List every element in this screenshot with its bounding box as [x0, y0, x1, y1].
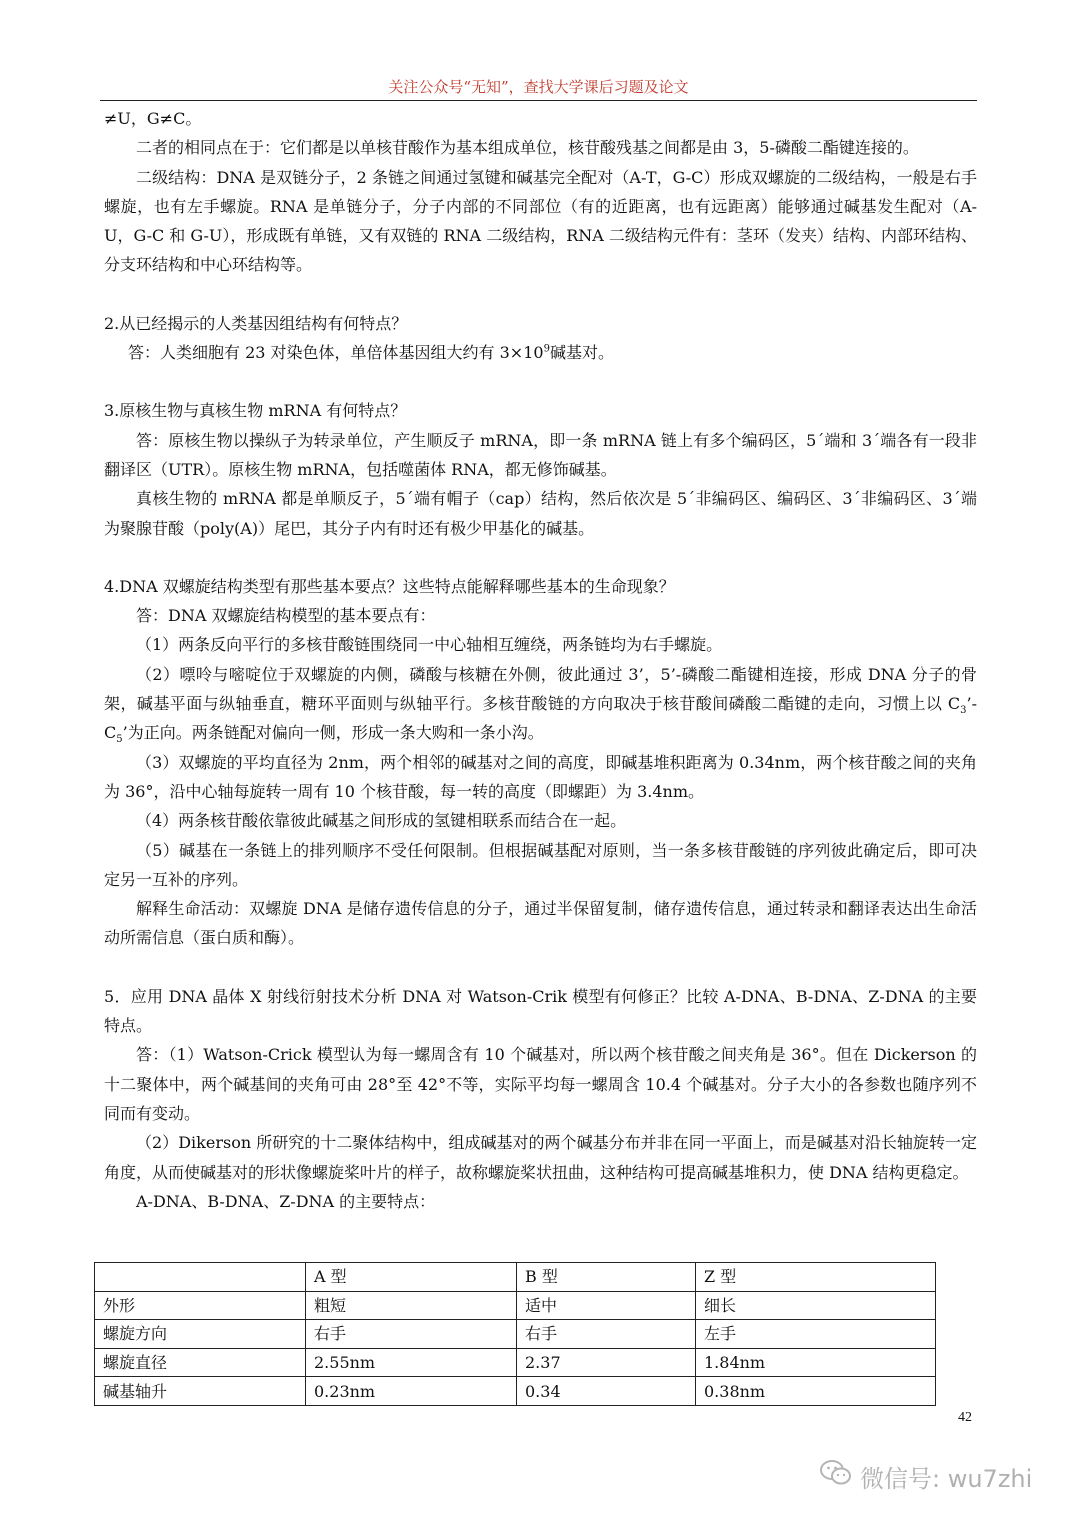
question-3: 3.原核生物与真核生物 mRNA 有何特点？: [104, 401, 407, 421]
table-cell: 螺旋方向: [95, 1320, 306, 1349]
watermark-text: 微信号: wu7zhi: [860, 1464, 1033, 1493]
table-cell: 2.37: [517, 1348, 696, 1377]
answer-2: 答：人类细胞有 23 对染色体，单倍体基因组大约有 $3\times 10^9$碱基对。: [128, 343, 614, 363]
watermark: [820, 1456, 1032, 1496]
paragraph: 二者的相同点在于：它们都是以单核苷酸作为基本组成单位，核苷酸残基之间都是由 3，5-磷酸二酯键连接的。: [136, 138, 919, 158]
table-cell: [95, 1263, 306, 1292]
table-row: [95, 1348, 936, 1377]
answer-4-point-3: （3）双螺旋的平均直径为 2nm，两个相邻的碱基对之间的高度，即碱基堆积距离为 0.34nm，两个核苷酸之间的夹角为 36°，沿中心轴每旋转一周有 10 个核苷酸，每一转的高度（即螺距）为 3.4nm。: [104, 752, 977, 801]
answer-4-point-4: （4）两条核苷酸依靠彼此碱基之间形成的氢键相联系而结合在一起。: [136, 811, 627, 831]
table-cell: 1.84nm: [696, 1348, 936, 1377]
question-5: 5．应用 DNA 晶体 X 射线衍射技术分析 DNA 对 Watson-Crik 模型有何修正？比较 A-DNA、B-DNA、Z-DNA 的主要特点。: [104, 986, 977, 1036]
answer-4-point-1: （1）两条反向平行的多核苷酸链围绕同一中心轴相互缠绕，两条链均为右手螺旋。: [136, 635, 723, 655]
answer-4-point-5: （5）碱基在一条链上的排列顺序不受任何限制。但根据碱基配对原则，当一条多核苷酸链的序列彼此确定后，即可决定另一互补的序列。: [104, 840, 977, 889]
answer-4-intro: 答：DNA 双螺旋结构模型的基本要点有：: [136, 606, 436, 626]
answer-4-point-2: （2）嘌呤与嘧啶位于双螺旋的内侧，磷酸与核糖在外侧，彼此通过 3’，5’-磷酸二酯键相连接，形成 DNA 分子的骨架，碱基平面与纵轴垂直，糖环平面则与纵轴平行。多核苷酸链的方向取决于核苷酸间磷酸二酯键的走向，习惯上以 $C_3’-C_5$’为正向。两条链配对偏向一侧，形成一条大购和一条小沟。: [104, 664, 977, 746]
table-cell: 外形: [95, 1291, 306, 1320]
answer-5-table-caption: A-DNA、B-DNA、Z-DNA 的主要特点：: [136, 1191, 436, 1211]
page-header: 关注公众号“无知”，查找大学课后习题及论文: [100, 76, 977, 101]
question-2: 2.从已经揭示的人类基因组结构有何特点？: [104, 313, 408, 333]
table-cell: 细长: [696, 1291, 936, 1320]
table-cell: 0.38nm: [696, 1377, 936, 1406]
table-cell: 0.34: [517, 1377, 696, 1406]
dna-types-table: [94, 1262, 936, 1406]
table-cell: 碱基轴升: [95, 1377, 306, 1406]
answer-4-explanation: 解释生命活动：双螺旋 DNA 是储存遗传信息的分子，通过半保留复制，储存遗传信息，通过转录和翻译表达出生命活动所需信息（蛋白质和酶）。: [104, 899, 977, 948]
table-row: [95, 1320, 936, 1349]
table-cell: B 型: [517, 1263, 696, 1292]
answer-3-prokaryote: 答：原核生物以操纵子为转录单位，产生顺反子 mRNA，即一条 mRNA 链上有多个编码区，5´端和 3´端各有一段非翻译区（UTR）。原核生物 mRNA，包括噬菌体 RNA，都无修饰碱基。: [104, 430, 977, 479]
table-cell: 螺旋直径: [95, 1348, 306, 1377]
answer-3-eukaryote: 真核生物的 mRNA 都是单顺反子，5´端有帽子（cap）结构，然后依次是 5´非编码区、编码区、3´非编码区、3´端为聚腺苷酸（poly(A)）尾巴，其分子内有时还有极少甲基化的碱基。: [104, 489, 977, 538]
paragraph: 二级结构：DNA 是双链分子，2 条链之间通过氢键和碱基完全配对（A-T，G-C）形成双螺旋的二级结构，一般是右手螺旋，也有左手螺旋。RNA 是单链分子，分子内部的不同部位（有的近距离，也有远距离）能够通过碱基发生配对（A-U，G-C 和 G-U），形成既有单链，又有双链的 RNA 二级结构，RNA 二级结构元件有：茎环（发夹）结构、内部环结构、分支环结构和中心环结构等。: [104, 167, 977, 275]
table-cell: 适中: [517, 1291, 696, 1320]
table-cell: 粗短: [306, 1291, 517, 1320]
answer-5-point-2: （2）Dikerson 所研究的十二聚体结构中，组成碱基对的两个碱基分布并非在同一平面上，而是碱基对沿长轴旋转一定角度，从而使碱基对的形状像螺旋桨叶片的样子，故称螺旋桨状扭曲，这种结构可提高碱基堆积力，使 DNA 结构更稳定。: [104, 1133, 977, 1182]
question-4: 4.DNA 双螺旋结构类型有那些基本要点？这些特点能解释哪些基本的生命现象？: [104, 576, 675, 596]
table-row: [95, 1291, 936, 1320]
table-cell: 左手: [696, 1320, 936, 1349]
table-row: [95, 1377, 936, 1406]
table-cell: 0.23nm: [306, 1377, 517, 1406]
document-body: [104, 104, 977, 1216]
table-cell: 2.55nm: [306, 1348, 517, 1377]
answer-5-point-1: 答：（1）Watson-Crick 模型认为每一螺周含有 10 个碱基对，所以两个核苷酸之间夹角是 36°。但在 Dickerson 的十二聚体中，两个碱基间的夹角可由 28°至 42°不等，实际平均每一螺周含 10.4 个碱基对。分子大小的各参数也随序列不同而有变动。: [104, 1045, 977, 1123]
table-cell: Z 型: [696, 1263, 936, 1292]
table-cell: 右手: [306, 1320, 517, 1349]
wechat-icon: [820, 1459, 852, 1493]
table-cell: 右手: [517, 1320, 696, 1349]
paragraph: ≠U，G≠C。: [104, 109, 202, 128]
page-number: 42: [958, 1410, 972, 1425]
table-cell: A 型: [306, 1263, 517, 1292]
table-header-row: [95, 1263, 936, 1292]
